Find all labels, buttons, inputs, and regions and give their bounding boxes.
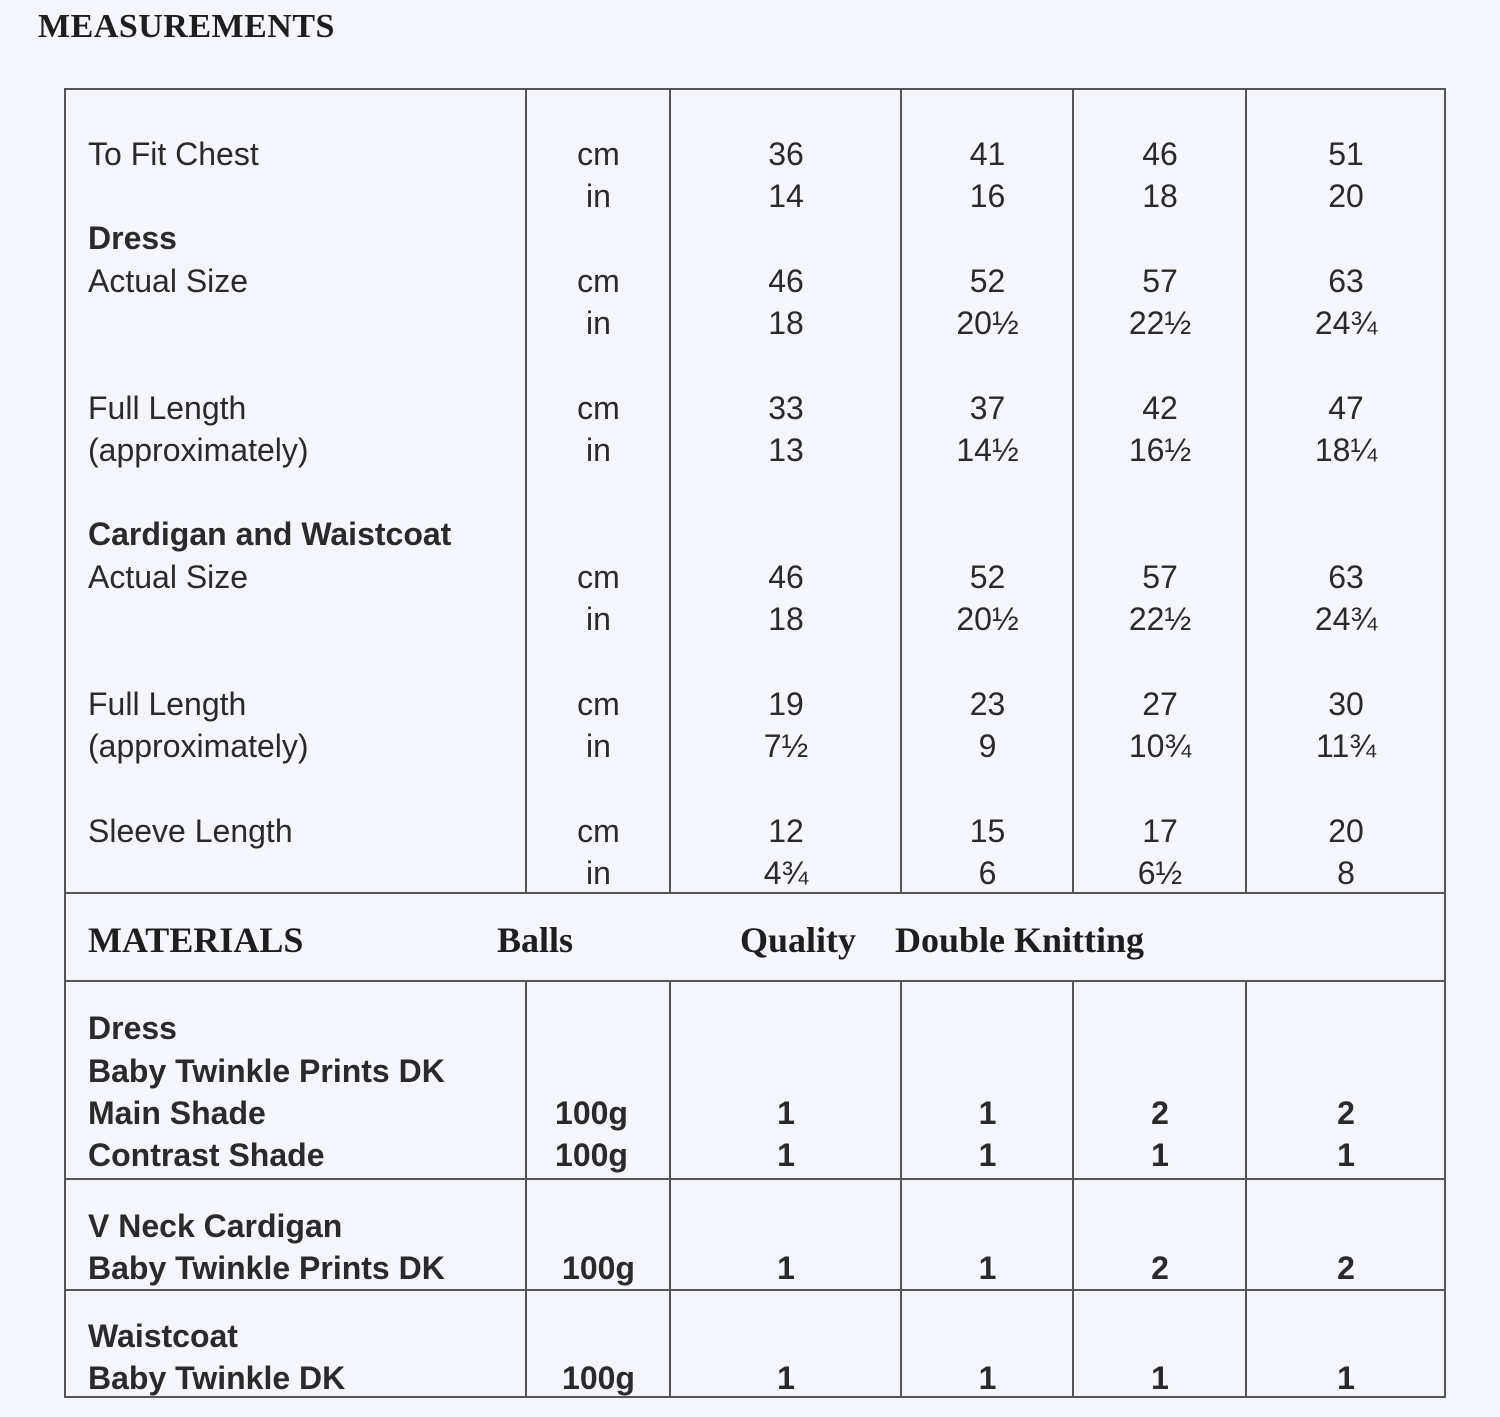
ball-count: 2 [1151, 1250, 1169, 1286]
materials-title: MATERIALS [88, 920, 304, 960]
value-cell: 33 [768, 390, 804, 426]
value-cell: 20½ [956, 305, 1019, 341]
material-heading: Waistcoat [88, 1318, 238, 1354]
col-divider [669, 980, 671, 1398]
value-cell: 6 [978, 855, 997, 891]
value-cell: 17 [1142, 813, 1178, 849]
col-divider [1245, 980, 1247, 1398]
row-label-note: (approximately) [88, 432, 309, 468]
yarn-name: Baby Twinkle DK [88, 1360, 346, 1396]
value-cell: 47 [1328, 390, 1364, 426]
page-title: MEASUREMENTS [38, 8, 335, 45]
value-cell: 46 [1142, 136, 1178, 172]
value-cell: 63 [1328, 559, 1364, 595]
balls-label: Balls [497, 920, 574, 960]
unit-in: in [586, 178, 611, 214]
value-cell: 8 [1337, 855, 1355, 891]
value-cell: 41 [969, 136, 1006, 172]
value-cell: 36 [768, 136, 804, 172]
group-heading: Dress [88, 220, 177, 256]
value-cell: 16 [969, 178, 1006, 214]
row-label: To Fit Chest [88, 136, 259, 172]
value-cell: 7½ [763, 728, 809, 764]
ball-weight: 100g [555, 1137, 628, 1173]
value-cell: 20 [1328, 178, 1364, 214]
unit-in: in [586, 855, 611, 891]
value-cell: 14½ [956, 432, 1019, 468]
value-cell: 20½ [956, 601, 1019, 637]
value-cell: 46 [768, 263, 804, 299]
ball-count: 1 [978, 1250, 997, 1286]
ball-count: 1 [1337, 1137, 1355, 1173]
value-cell: 15 [969, 813, 1006, 849]
value-cell: 52 [969, 263, 1006, 299]
ball-count: 1 [978, 1137, 997, 1173]
material-heading: Dress [88, 1010, 177, 1046]
col-divider [525, 980, 527, 1398]
unit-cm: cm [577, 559, 620, 595]
unit-cm: cm [577, 813, 620, 849]
value-cell: 9 [978, 728, 997, 764]
ball-weight: 100g [555, 1095, 628, 1131]
value-cell: 30 [1328, 686, 1364, 722]
value-cell: 18 [768, 601, 804, 637]
value-cell: 57 [1142, 559, 1178, 595]
value-cell: 27 [1142, 686, 1178, 722]
unit-in: in [586, 305, 611, 341]
col-divider [1072, 980, 1074, 1398]
value-cell: 12 [768, 813, 804, 849]
ball-count: 1 [1151, 1360, 1169, 1396]
value-cell: 11¾ [1316, 728, 1376, 764]
ball-weight: 100g [562, 1250, 635, 1286]
yarn-name: Baby Twinkle Prints DK [88, 1250, 445, 1286]
value-cell: 16½ [1128, 432, 1192, 468]
value-cell: 4¾ [763, 855, 809, 891]
row-label: Full Length [88, 686, 247, 722]
row-label: Actual Size [88, 263, 249, 299]
ball-weight: 100g [562, 1360, 635, 1396]
value-cell: 19 [768, 686, 804, 722]
unit-in: in [586, 728, 611, 764]
value-cell: 6½ [1137, 855, 1183, 891]
value-cell: 13 [768, 432, 804, 468]
unit-cm: cm [577, 390, 620, 426]
row-label: Actual Size [88, 559, 249, 595]
row-label-note: (approximately) [88, 728, 309, 764]
ball-count: 1 [777, 1360, 795, 1396]
ball-count: 1 [777, 1095, 795, 1131]
value-cell: 22½ [1128, 601, 1192, 637]
yarn-type-label: Double Knitting [895, 920, 1145, 960]
value-cell: 23 [969, 686, 1006, 722]
value-cell: 18 [768, 305, 804, 341]
quality-label: Quality [740, 920, 857, 960]
divider-dress [64, 1178, 1446, 1180]
value-cell: 57 [1142, 263, 1178, 299]
ball-count: 1 [1151, 1137, 1169, 1173]
material-heading: V Neck Cardigan [88, 1208, 343, 1244]
row-label: Sleeve Length [88, 813, 293, 849]
ball-count: 1 [978, 1095, 997, 1131]
value-cell: 46 [768, 559, 804, 595]
unit-cm: cm [577, 136, 620, 172]
unit-in: in [586, 601, 611, 637]
value-cell: 51 [1328, 136, 1364, 172]
value-cell: 18 [1142, 178, 1178, 214]
ball-count: 1 [777, 1137, 795, 1173]
ball-count: 2 [1337, 1250, 1355, 1286]
ball-count: 2 [1337, 1095, 1355, 1131]
yarn-name: Baby Twinkle Prints DK [88, 1053, 445, 1089]
col-divider [900, 980, 902, 1398]
ball-count: 1 [777, 1250, 795, 1286]
value-cell: 20 [1328, 813, 1364, 849]
value-cell: 24¾ [1314, 305, 1378, 341]
ball-count: 2 [1151, 1095, 1169, 1131]
unit-cm: cm [577, 686, 620, 722]
value-cell: 37 [969, 390, 1006, 426]
group-heading: Cardigan and Waistcoat [88, 516, 452, 552]
value-cell: 10¾ [1128, 728, 1192, 764]
divider-materials-header [64, 980, 1446, 982]
unit-cm: cm [577, 263, 620, 299]
divider-cardigan [64, 1289, 1446, 1291]
ball-count: 1 [978, 1360, 997, 1396]
value-cell: 24¾ [1314, 601, 1378, 637]
shade-label: Main Shade [88, 1095, 266, 1131]
shade-label: Contrast Shade [88, 1137, 325, 1173]
value-cell: 63 [1328, 263, 1364, 299]
value-cell: 52 [969, 559, 1006, 595]
ball-count: 1 [1337, 1360, 1355, 1396]
value-cell: 42 [1142, 390, 1178, 426]
value-cell: 18¼ [1314, 432, 1378, 468]
value-cell: 14 [768, 178, 804, 214]
unit-in: in [586, 432, 611, 468]
value-cell: 22½ [1128, 305, 1192, 341]
row-label: Full Length [88, 390, 247, 426]
